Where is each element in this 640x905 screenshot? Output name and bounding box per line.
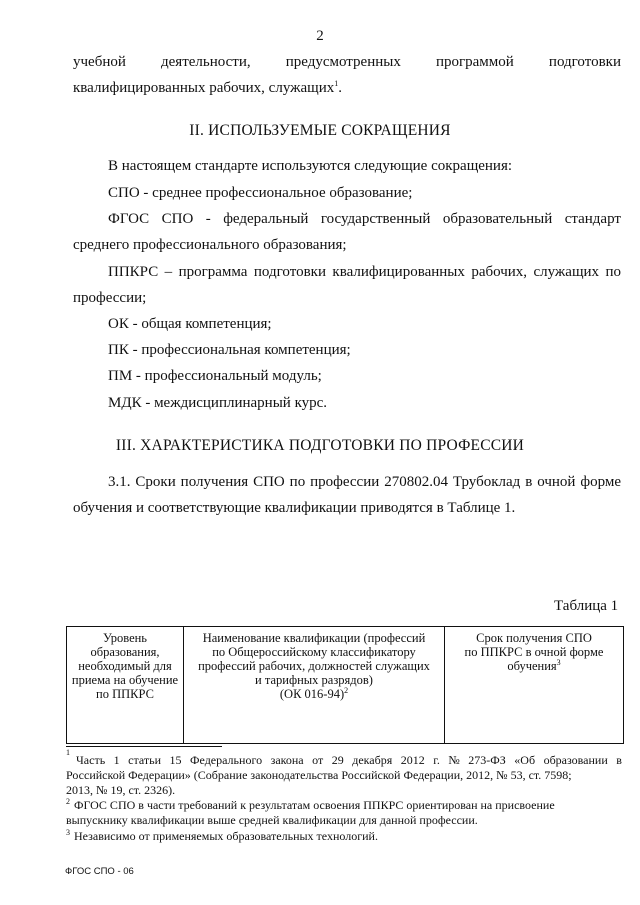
abbr-mdk: МДК - междисциплинарный курс. bbox=[108, 395, 328, 411]
word: декабря bbox=[352, 753, 393, 767]
word: образовании bbox=[543, 753, 608, 767]
word: программа bbox=[178, 264, 248, 280]
abbr-pm: ПМ - профессиональный модуль; bbox=[108, 368, 322, 384]
table-header-line: и тарифных разрядов) bbox=[255, 673, 373, 687]
word: предусмотренных bbox=[285, 54, 401, 70]
footnote-2-line-1-text: ФГОС СПО в части требований к результатам освоения ППКРС ориентирован на присвоение bbox=[74, 798, 555, 812]
word: 1 bbox=[113, 753, 120, 767]
word: закона bbox=[270, 753, 304, 767]
footnote-3-line-1 bbox=[66, 829, 378, 844]
word: Трубоклад bbox=[452, 474, 521, 490]
word: ФГОС bbox=[108, 211, 150, 227]
footnote-2-line-2: выпускнику квалификации выше средней квалификации для данной профессии. bbox=[66, 813, 478, 827]
abbr-intro: В настоящем стандарте используются следующие сокращения: bbox=[108, 158, 513, 174]
word: 273-ФЗ bbox=[468, 753, 506, 767]
footnote-ref-1: 1 bbox=[334, 79, 339, 88]
table-caption: Таблица 1 bbox=[554, 598, 619, 614]
footnote-1-line-1-text bbox=[76, 753, 622, 768]
word: квалифицированных bbox=[332, 264, 465, 280]
abbr-ppkrs-line-1 bbox=[108, 263, 621, 281]
section-2-title: II. ИСПОЛЬЗУЕМЫЕ СОКРАЩЕНИЯ bbox=[189, 122, 451, 139]
footnote-3-mark: 3 bbox=[66, 828, 70, 837]
table-header-line: по ППКРС bbox=[96, 687, 154, 701]
word: – bbox=[164, 264, 173, 280]
footnote-1-mark: 1 bbox=[66, 748, 70, 757]
word: по bbox=[605, 264, 621, 280]
word: государственный bbox=[320, 211, 431, 227]
qualification-table bbox=[66, 626, 624, 744]
footnote-ref-3: 3 bbox=[556, 657, 561, 667]
word: деятельности, bbox=[161, 54, 251, 70]
footnote-2-mark: 2 bbox=[66, 797, 70, 806]
word: 270802.04 bbox=[384, 474, 448, 490]
table-header-line: необходимый для bbox=[78, 659, 172, 673]
word: подготовки bbox=[253, 264, 326, 280]
table-header-study-period bbox=[445, 627, 624, 744]
table-header-ok-code: (ОК 016-94) bbox=[279, 687, 345, 701]
intro-line-1 bbox=[73, 53, 621, 71]
word: 3.1. bbox=[108, 474, 131, 490]
table-header-line: приема на обучение bbox=[71, 673, 179, 687]
table-header-line bbox=[188, 687, 440, 701]
word: рабочих, bbox=[471, 264, 528, 280]
abbr-spo: СПО - среднее профессиональное образование; bbox=[108, 185, 413, 201]
table-header-line: Уровень bbox=[102, 631, 148, 645]
footnote-1-line-1 bbox=[66, 748, 622, 768]
word: федеральный bbox=[223, 211, 309, 227]
footnote-3-line-1-text: Независимо от применяемых образовательных технологий. bbox=[74, 829, 378, 843]
word: в bbox=[616, 753, 622, 767]
word: 2012 bbox=[400, 753, 425, 767]
word: Сроки bbox=[135, 474, 176, 490]
table-header-education-level bbox=[67, 627, 184, 744]
intro-line-2 bbox=[73, 79, 342, 97]
word: Часть bbox=[76, 753, 106, 767]
word: - bbox=[205, 211, 211, 227]
word: получения bbox=[180, 474, 249, 490]
page-number: 2 bbox=[316, 28, 324, 44]
word: от bbox=[312, 753, 324, 767]
word: № bbox=[448, 753, 460, 767]
table-header-line bbox=[449, 659, 619, 673]
word: стандарт bbox=[564, 211, 621, 227]
abbr-fgos-line-2: среднего профессионального образования; bbox=[73, 237, 347, 253]
word: в bbox=[525, 474, 533, 490]
word: профессии bbox=[310, 474, 380, 490]
footnote-separator bbox=[66, 746, 222, 747]
word: по bbox=[289, 474, 306, 490]
abbr-fgos-line-1 bbox=[108, 210, 621, 228]
word: учебной bbox=[73, 54, 126, 70]
word: 15 bbox=[169, 753, 182, 767]
word: СПО bbox=[161, 211, 194, 227]
table-header-study-form: обучения bbox=[507, 659, 557, 673]
footnote-2-line-1 bbox=[66, 798, 555, 813]
table-header-line: профессий рабочих, должностей служащих bbox=[198, 659, 430, 673]
abbr-ppkrs-line-2: профессии; bbox=[73, 290, 147, 306]
abbr-pk: ПК - профессиональная компетенция; bbox=[108, 342, 351, 358]
word: ППКРС bbox=[108, 264, 159, 280]
table-header-line: Наименование квалификации (профессий bbox=[202, 631, 426, 645]
section-3-para-line-2: обучения и соответствующие квалификации приводятся в Таблице 1. bbox=[73, 500, 516, 516]
abbr-ok: ОК - общая компетенция; bbox=[108, 316, 272, 332]
word: очной bbox=[537, 474, 576, 490]
word: программой bbox=[435, 54, 514, 70]
document-footer: ФГОС СПО - 06 bbox=[65, 866, 134, 877]
footnote-1-line-3: 2013, № 19, ст. 2326). bbox=[66, 783, 176, 797]
table-header-line: Срок получения СПО bbox=[476, 631, 592, 645]
word: «Об bbox=[514, 753, 536, 767]
word: подготовки bbox=[548, 54, 621, 70]
word: Федерального bbox=[190, 753, 263, 767]
footnote-1-line-2: Российской Федерации» (Собрание законодательства Российской Федерации, 2012, № 53, ст. 7598; bbox=[66, 768, 572, 782]
table-header-qualification-name bbox=[184, 627, 445, 744]
word: образовательный bbox=[442, 211, 553, 227]
word: служащих bbox=[533, 264, 600, 280]
table-header-line: по ППКРС в очной форме bbox=[464, 645, 604, 659]
table-header-row bbox=[67, 627, 624, 744]
word: 29 bbox=[331, 753, 344, 767]
word: СПО bbox=[253, 474, 285, 490]
table-header-line: по Общероссийскому классификатору bbox=[212, 645, 416, 659]
table-header-line: образования, bbox=[90, 645, 160, 659]
word: г. bbox=[433, 753, 440, 767]
footnote-ref-2: 2 bbox=[344, 685, 349, 695]
section-3-para-line-1 bbox=[108, 473, 621, 491]
intro-line-2-text: квалифицированных рабочих, служащих bbox=[73, 80, 335, 96]
word: статьи bbox=[128, 753, 162, 767]
word: форме bbox=[580, 474, 621, 490]
intro-line-2-end: . bbox=[338, 80, 342, 96]
section-3-title: III. ХАРАКТЕРИСТИКА ПОДГОТОВКИ ПО ПРОФЕССИИ bbox=[115, 437, 525, 454]
